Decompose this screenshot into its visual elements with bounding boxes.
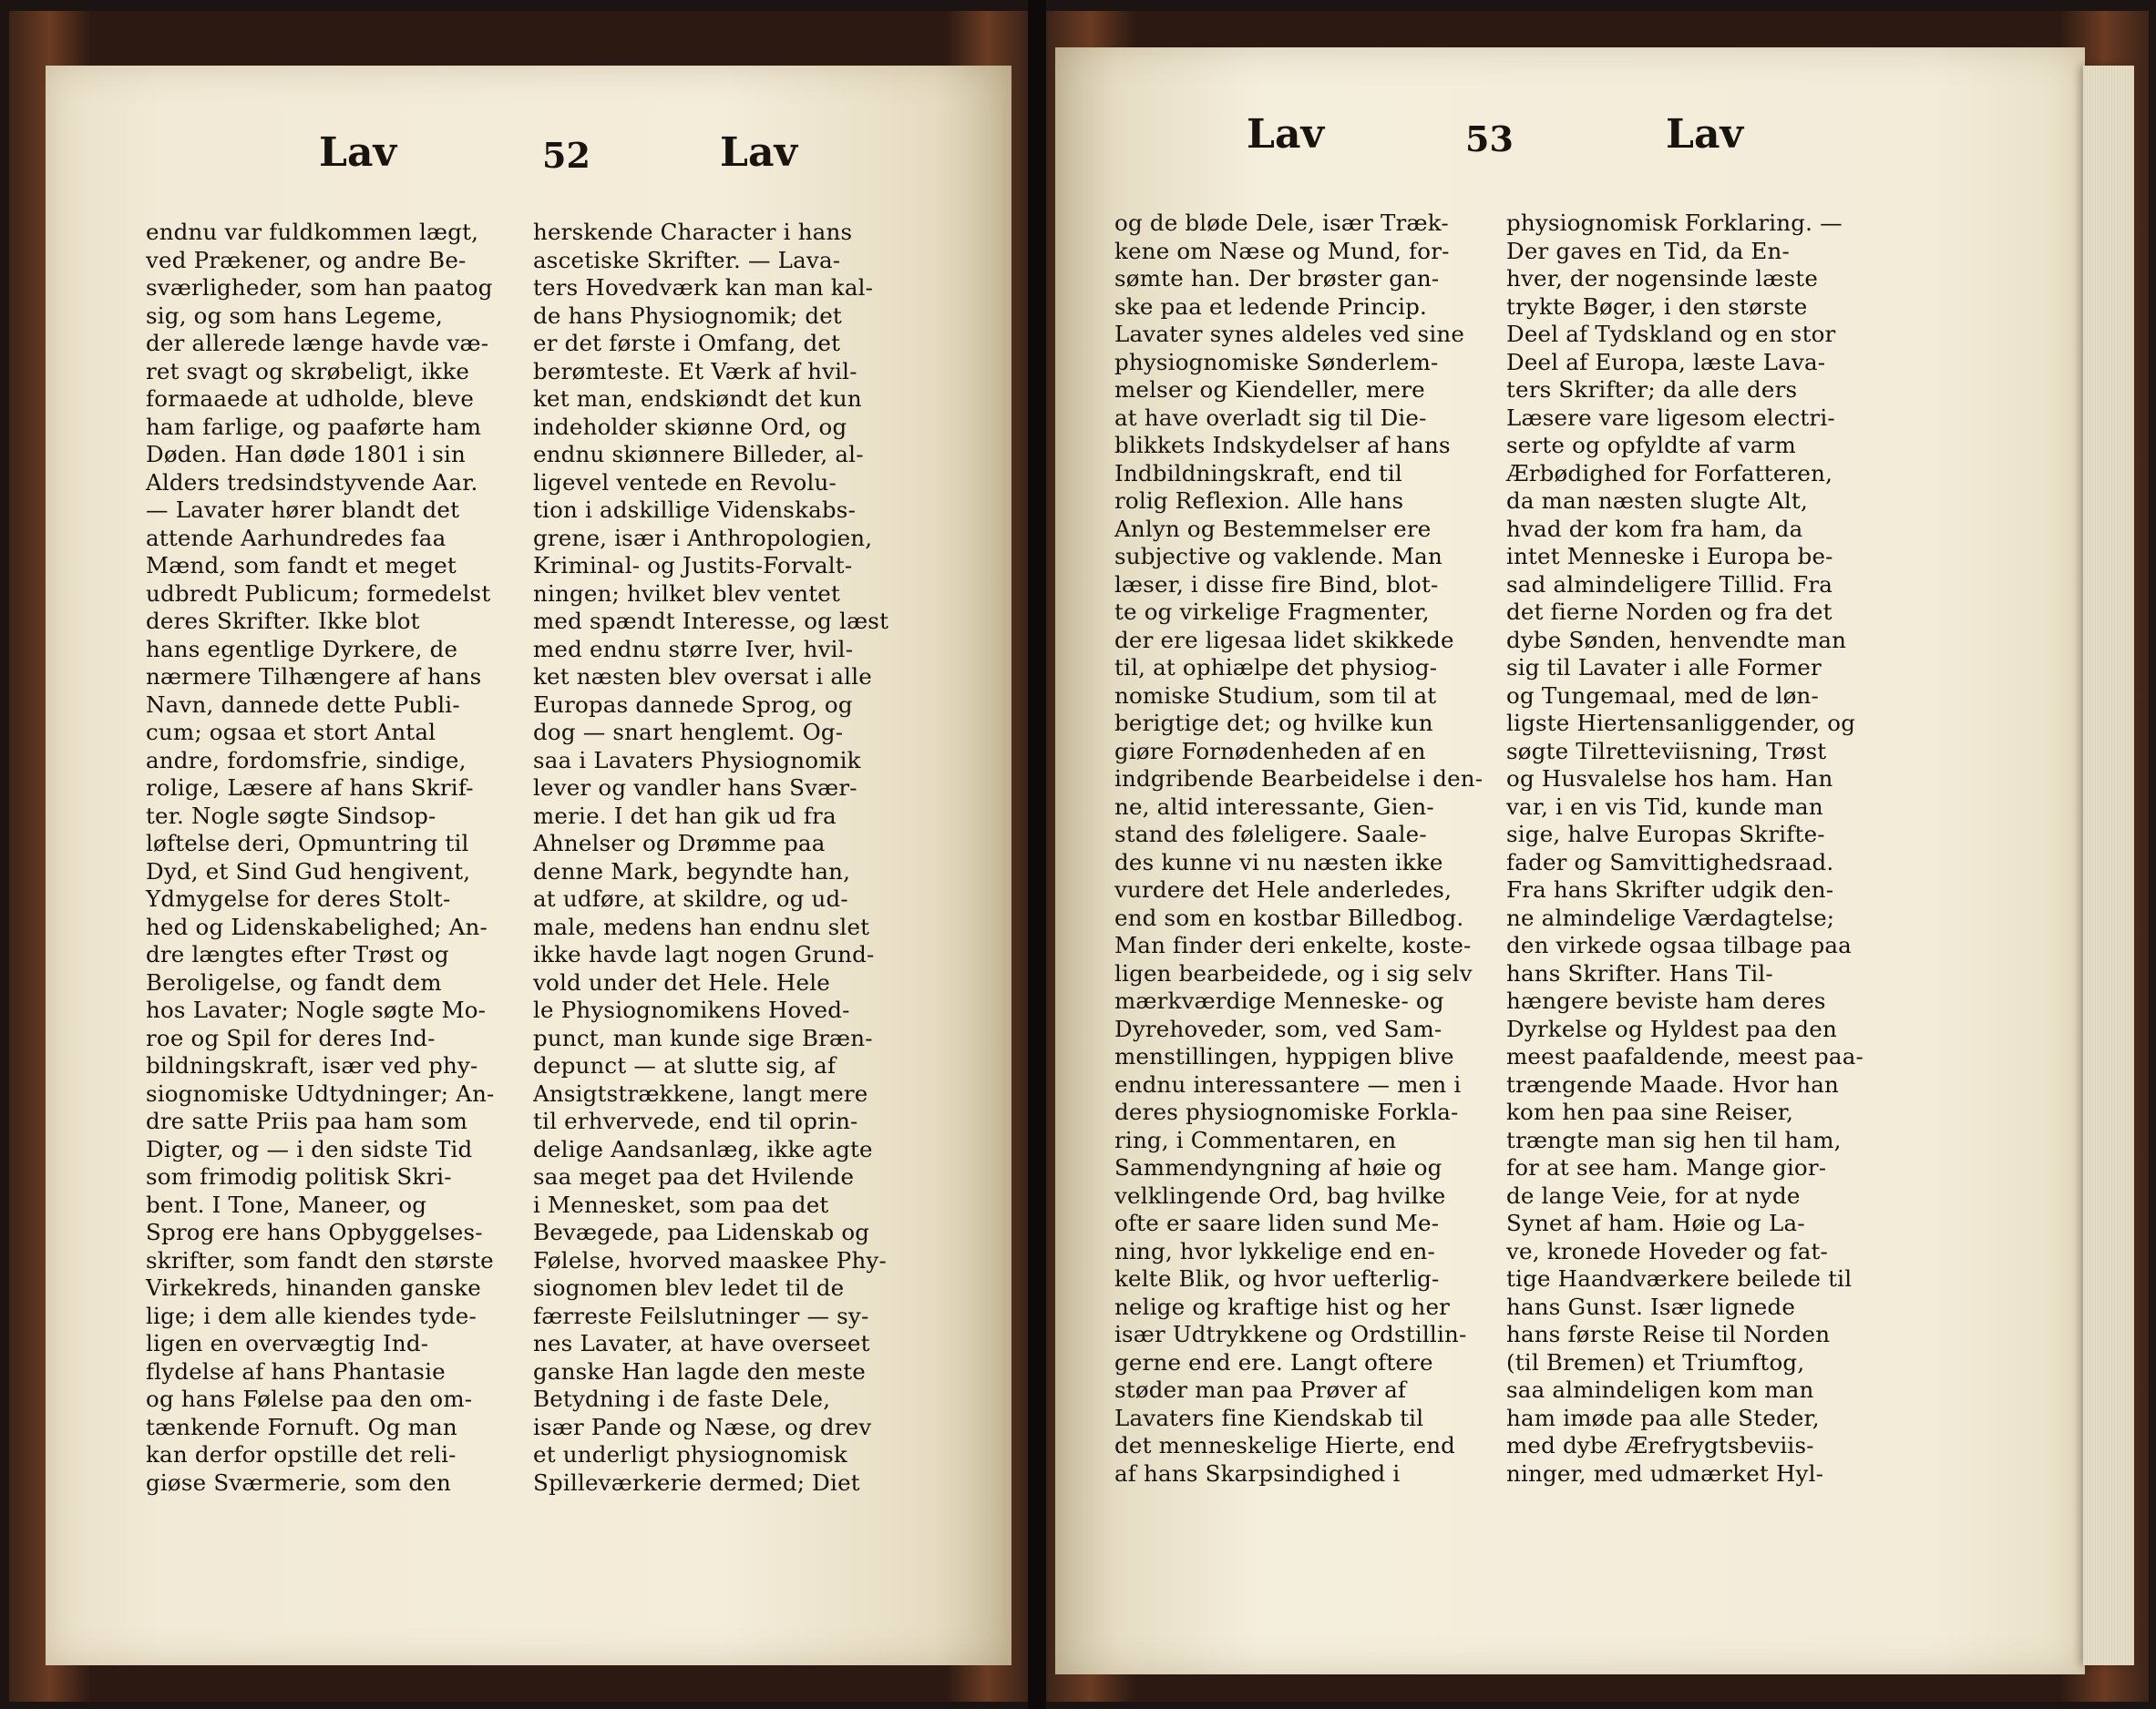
text-line: nes Lavater, at have overseet [533, 1330, 870, 1356]
text-line: ket næsten blev oversat i alle [533, 663, 872, 690]
text-line: Dyrehoveder, som, ved Sam- [1114, 1015, 1442, 1042]
right-page [1055, 47, 2085, 1674]
text-line: vold under det Hele. Hele [533, 968, 830, 996]
text-line: især Udtrykkene og Ordstillin- [1114, 1321, 1467, 1347]
text-line: ve, kronede Hoveder og fat- [1506, 1237, 1829, 1264]
text-line: sømte han. Der brøster gan- [1114, 265, 1440, 292]
text-line: Bevægede, paa Lidenskab og [533, 1219, 870, 1245]
text-line: rolig Reflexion. Alle hans [1114, 487, 1404, 514]
text-line: dre satte Priis paa ham som [146, 1108, 468, 1134]
text-line: denne Mark, begyndte han, [533, 857, 851, 885]
text-line: ligste Hiertensanliggender, og [1506, 710, 1856, 736]
text-line: grene, især i Anthropologien, [533, 524, 873, 551]
text-line: det menneskelige Hierte, end [1114, 1432, 1456, 1458]
right-page-header [1055, 111, 2085, 184]
right-header-word-right: Lav [1666, 111, 1744, 158]
text-line: tige Haandværkere beilede til [1506, 1265, 1853, 1292]
text-line: merie. I det han gik ud fra [533, 802, 837, 829]
text-line: Mænd, som fandt et meget [146, 552, 457, 578]
text-line: Synet af ham. Høie og La- [1506, 1210, 1805, 1236]
text-line: te og virkelige Fragmenter, [1114, 599, 1430, 625]
text-line: Spilleværkerie dermed; Diet [533, 1469, 860, 1496]
text-line: tion i adskillige Videnskabs- [533, 496, 857, 523]
text-line: ret svagt og skrøbeligt, ikke [146, 357, 470, 384]
text-line: blikkets Indskydelser af hans [1114, 432, 1451, 458]
text-line: med spændt Interesse, og læst [533, 608, 889, 634]
text-line: subjective og vaklende. Man [1114, 543, 1442, 569]
text-line: og hans Følelse paa den om- [146, 1386, 473, 1412]
text-line: siognomiske Udtydninger; An- [146, 1080, 495, 1107]
text-line: ganske Han lagde den meste [533, 1357, 867, 1385]
text-line: ham imøde paa alle Steder, [1506, 1404, 1820, 1431]
text-line: nærmere Tilhængere af hans [146, 663, 482, 690]
text-line: saa i Lavaters Physiognomik [533, 746, 861, 773]
text-line: meest paafaldende, meest paa- [1506, 1043, 1863, 1069]
text-line: støder man paa Prøver af [1114, 1376, 1407, 1403]
text-line: fader og Samvittighedsraad. [1506, 848, 1834, 875]
text-line: Indbildningskraft, end til [1114, 459, 1402, 486]
text-line: skrifter, som fandt den største [146, 1246, 494, 1274]
text-line: Ansigtstrækkene, langt mere [533, 1080, 868, 1107]
text-line: og de bløde Dele, især Træk- [1114, 210, 1449, 236]
text-line: lever og vandler hans Svær- [533, 774, 857, 801]
text-line: Navn, dannede dette Publi- [146, 691, 460, 718]
text-line: hans første Reise til Norden [1506, 1321, 1831, 1347]
text-line: — Lavater hører blandt det [146, 496, 460, 523]
text-line: at udføre, at skildre, og ud- [533, 885, 848, 912]
text-line: Deel af Europa, læste Lava- [1506, 348, 1826, 375]
text-line: kelte Blik, og hvor uefterlig- [1114, 1265, 1440, 1292]
text-line: le Physiognomikens Hoved- [533, 997, 850, 1023]
text-line: Der gaves en Tid, da En- [1506, 237, 1790, 264]
text-line: løftelse deri, Opmuntring til [146, 830, 469, 856]
text-line: Følelse, hvorved maaskee Phy- [533, 1246, 887, 1274]
left-page-column-2 [533, 219, 888, 1497]
text-line: ascetiske Skrifter. — Lava- [533, 246, 841, 273]
text-line: Ahnelser og Drømme paa [533, 830, 826, 856]
text-line: ligen bearbeidede, og i sig selv [1114, 959, 1473, 987]
text-line: dre længtes efter Trøst og [146, 941, 449, 967]
text-line: indeholder skiønne Ord, og [533, 413, 847, 440]
text-line: flydelse af hans Phantasie [146, 1357, 446, 1385]
text-line: læser, i disse fire Bind, blot- [1114, 570, 1439, 598]
text-line: menstillingen, hyppigen blive [1114, 1043, 1454, 1069]
text-line: physiognomisk Forklaring. — [1506, 210, 1843, 236]
text-line: der allerede længe havde væ- [146, 330, 489, 356]
text-line: vurdere det Hele anderledes, [1114, 876, 1453, 903]
text-line: andre, fordomsfrie, sindige, [146, 746, 467, 773]
text-line: bildningskraft, især ved phy- [146, 1052, 478, 1079]
text-line: sværligheder, som han paatog [146, 274, 493, 301]
text-line: depunct — at slutte sig, af [533, 1052, 837, 1079]
text-line: ters Skrifter; da alle ders [1506, 376, 1798, 403]
right-page-column-1 [1114, 210, 1484, 1488]
text-line: saa meget paa det Hvilende [533, 1163, 855, 1190]
text-line: af hans Skarpsindighed i [1114, 1459, 1401, 1487]
text-line: indgribende Bearbeidelse i den- [1114, 765, 1484, 792]
text-line: Betydning i de faste Dele, [533, 1386, 831, 1412]
text-line: ne, altid interessante, Gien- [1114, 793, 1434, 820]
text-line: male, medens han endnu slet [533, 913, 870, 940]
book-page-edges [2083, 66, 2134, 1665]
text-line: hans Gunst. Især lignede [1506, 1293, 1796, 1320]
text-line: Dyrkelse og Hyldest paa den [1506, 1015, 1837, 1042]
text-line: kan derfor opstille det reli- [146, 1441, 457, 1468]
text-line: sig til Lavater i alle Former [1506, 654, 1822, 681]
text-line: ring, i Commentaren, en [1114, 1126, 1397, 1153]
text-line: ter. Nogle søgte Sindsop- [146, 802, 436, 829]
text-line: melser og Kiendeller, mere [1114, 376, 1425, 403]
right-page-column-2 [1506, 210, 1862, 1488]
text-line: Sprog ere hans Opbyggelses- [146, 1219, 483, 1245]
text-line: et underligt physiognomisk [533, 1441, 847, 1468]
text-line: trængte man sig hen til ham, [1506, 1126, 1842, 1153]
right-page-number: 53 [1465, 118, 1514, 159]
text-line: Fra hans Skrifter udgik den- [1506, 876, 1834, 903]
text-line: Kriminal- og Justits-Forvalt- [533, 552, 853, 578]
text-line: punct, man kunde sige Bræn- [533, 1024, 873, 1051]
text-line: søgte Tilretteviisning, Trøst [1506, 737, 1827, 764]
text-line: nelige og kraftige hist og her [1114, 1293, 1451, 1320]
text-line: giøse Sværmerie, som den [146, 1469, 451, 1496]
text-line: Ærbødighed for Forfatteren, [1506, 459, 1833, 486]
text-line: Man finder deri enkelte, koste- [1114, 932, 1472, 958]
text-line: tænkende Fornuft. Og man [146, 1413, 457, 1440]
text-line: hver, der nogensinde læste [1506, 265, 1819, 292]
text-line: især Pande og Næse, og drev [533, 1413, 872, 1440]
right-page-scan [1046, 11, 2149, 1702]
text-line: er det første i Omfang, det [533, 330, 841, 356]
text-line: til, at ophiælpe det physiog- [1114, 654, 1438, 681]
scan-divider [1028, 0, 1046, 1709]
text-line: Læsere vare ligesom electri- [1506, 404, 1835, 431]
text-line: berømteste. Et Værk af hvil- [533, 357, 857, 384]
text-line: at have overladt sig til Die- [1114, 404, 1427, 431]
left-header-word: Lav [319, 129, 397, 176]
text-line: Dyd, et Sind Gud hengivent, [146, 857, 471, 885]
right-header-word: Lav [1247, 111, 1325, 158]
text-line: serte og opfyldte af varm [1506, 432, 1796, 458]
text-line: sig, og som hans Legeme, [146, 302, 444, 329]
text-line: ofte er saare liden sund Me- [1114, 1210, 1440, 1236]
text-line: ne almindelige Værdagtelse; [1506, 904, 1835, 931]
text-line: ters Hovedværk kan man kal- [533, 274, 874, 301]
text-line: des kunne vi nu næsten ikke [1114, 848, 1443, 875]
text-line: og Husvalelse hos ham. Han [1506, 765, 1833, 792]
text-line: hans egentlige Dyrkere, de [146, 635, 458, 662]
text-line: til erhvervede, end til oprin- [533, 1108, 858, 1134]
text-line: hed og Lidenskabelighed; An- [146, 913, 488, 940]
text-line: physiognomiske Sønderlem- [1114, 348, 1439, 375]
text-line: hvad der kom fra ham, da [1506, 515, 1803, 542]
text-line: siognomen blev ledet til de [533, 1274, 845, 1301]
text-line: delige Aandsanlæg, ikke agte [533, 1135, 873, 1162]
text-line: færreste Feilslutninger — sy- [533, 1302, 869, 1329]
text-line: Lavater synes aldeles ved sine [1114, 321, 1465, 347]
left-header-word-right: Lav [720, 129, 798, 176]
text-line: deres Skrifter. Ikke blot [146, 608, 420, 634]
text-line: sige, halve Europas Skrifte- [1506, 821, 1825, 847]
text-line: ved Prækener, og andre Be- [146, 246, 467, 273]
text-line: velklingende Ord, bag hvilke [1114, 1182, 1446, 1209]
text-line: den virkede ogsaa tilbage paa [1506, 932, 1852, 958]
text-line: dog — snart henglemt. Og- [533, 719, 844, 745]
text-line: trængende Maade. Hvor han [1506, 1070, 1839, 1098]
text-line: endnu var fuldkommen lægt, [146, 219, 479, 245]
text-line: intet Menneske i Europa be- [1506, 543, 1833, 569]
text-line: Digter, og — i den sidste Tid [146, 1135, 473, 1162]
text-line: der ere ligesaa lidet skikkede [1114, 626, 1454, 653]
text-line: (til Bremen) et Triumftog, [1506, 1348, 1805, 1376]
text-line: attende Aarhundredes faa [146, 524, 447, 551]
text-line: ligevel ventede en Revolu- [533, 468, 837, 496]
text-line: sad almindeligere Tillid. Fra [1506, 570, 1833, 598]
text-line: i Mennesket, som paa det [533, 1191, 829, 1218]
text-line: deres physiognomiske Forkla- [1114, 1099, 1459, 1125]
text-line: dybe Sønden, henvendte man [1506, 626, 1847, 653]
text-line: Alders tredsindstyvende Aar. [146, 468, 478, 496]
text-line: gerne end ere. Langt oftere [1114, 1348, 1433, 1376]
text-line: formaaede at udholde, bleve [146, 385, 475, 412]
text-line: berigtige det; og hvilke kun [1114, 710, 1433, 736]
text-line: Deel af Tydskland og en stor [1506, 321, 1836, 347]
text-line: rolige, Læsere af hans Skrif- [146, 774, 474, 801]
text-line: nomiske Studium, som til at [1114, 681, 1437, 709]
text-line: var, i en vis Tid, kunde man [1506, 793, 1823, 820]
text-line: med endnu større Iver, hvil- [533, 635, 854, 662]
text-line: Beroligelse, og fandt dem [146, 968, 442, 996]
text-line: og Tungemaal, med de løn- [1506, 681, 1819, 709]
text-line: lige; i dem alle kiendes tyde- [146, 1302, 477, 1329]
left-page-scan [9, 11, 1028, 1702]
text-line: kene om Næse og Mund, for- [1114, 237, 1450, 264]
text-line: Ydmygelse for deres Stolt- [146, 885, 451, 912]
text-line: roe og Spil for deres Ind- [146, 1024, 436, 1051]
text-line: endnu interessantere — men i [1114, 1070, 1462, 1098]
text-line: udbredt Publicum; formedelst [146, 579, 491, 607]
text-line: hængere beviste ham deres [1506, 988, 1826, 1014]
text-line: for at see ham. Mange gior- [1506, 1154, 1827, 1181]
text-line: end som en kostbar Billedbog. [1114, 904, 1464, 931]
text-line: ske paa et ledende Princip. [1114, 292, 1428, 320]
text-line: ham farlige, og paaførte ham [146, 413, 482, 440]
left-page-column-1 [146, 219, 495, 1497]
text-line: Europas dannede Sprog, og [533, 691, 853, 718]
text-line: ninger, med udmærket Hyl- [1506, 1459, 1824, 1487]
left-page [46, 66, 1011, 1665]
text-line: mærkværdige Menneske- og [1114, 988, 1444, 1014]
text-line: de hans Physiognomik; det [533, 302, 842, 329]
text-line: Døden. Han døde 1801 i sin [146, 441, 467, 467]
text-line: bent. I Tone, Maneer, og [146, 1191, 427, 1218]
left-page-header [46, 129, 1011, 202]
text-line: saa almindeligen kom man [1506, 1376, 1814, 1403]
text-line: de lange Veie, for at nyde [1506, 1182, 1801, 1209]
text-line: ikke havde lagt nogen Grund- [533, 941, 875, 967]
text-line: med dybe Ærefrygtsbeviis- [1506, 1432, 1814, 1458]
text-line: da man næsten slugte Alt, [1506, 487, 1808, 514]
text-line: det fierne Norden og fra det [1506, 599, 1833, 625]
text-line: ning, hvor lykkelige end en- [1114, 1237, 1435, 1264]
text-line: herskende Character i hans [533, 219, 853, 245]
text-line: hans Skrifter. Hans Til- [1506, 959, 1773, 987]
text-line: ket man, endskiøndt det kun [533, 385, 862, 412]
text-line: endnu skiønnere Billeder, al- [533, 441, 864, 467]
text-line: ningen; hvilket blev ventet [533, 579, 841, 607]
text-line: Anlyn og Bestemmelser ere [1114, 515, 1432, 542]
text-line: Lavaters fine Kiendskab til [1114, 1404, 1424, 1431]
text-line: giøre Fornødenheden af en [1114, 737, 1426, 764]
text-line: som frimodig politisk Skri- [146, 1163, 452, 1190]
text-line: hos Lavater; Nogle søgte Mo- [146, 997, 487, 1023]
text-line: stand des føleligere. Saale- [1114, 821, 1427, 847]
text-line: cum; ogsaa et stort Antal [146, 719, 436, 745]
text-line: kom hen paa sine Reiser, [1506, 1099, 1794, 1125]
text-line: Sammendyngning af høie og [1114, 1154, 1442, 1181]
text-line: trykte Bøger, i den største [1506, 292, 1808, 320]
text-line: Virkekreds, hinanden ganske [146, 1274, 481, 1301]
left-page-number: 52 [542, 135, 590, 176]
text-line: ligen en overvægtig Ind- [146, 1330, 429, 1356]
